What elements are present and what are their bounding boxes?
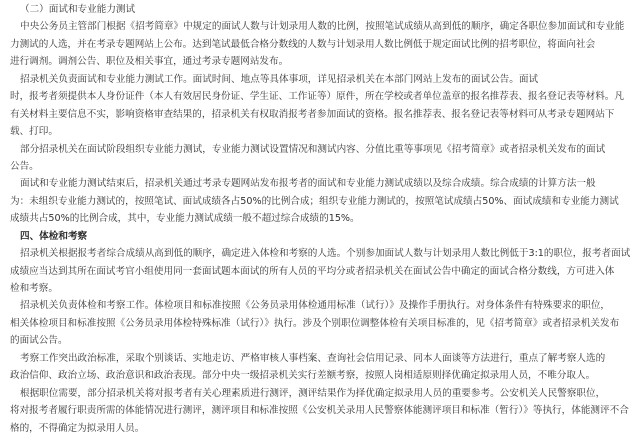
paragraph-line: 的面试公告。: [10, 335, 68, 347]
paragraph-line: 有关材料主要信息不实，影响资格审查结果的，招录机关有权取消报考者参加面试的资格。报名推荐表、报名登记表等材料可从考录专题网站下: [10, 108, 615, 120]
paragraph-line: 考察工作突出政治标准，采取个别谈话、实地走访、严格审核人事档案、查询社会信用记录、同本人面谈等方法进行，重点了解考察人选的: [20, 352, 606, 364]
paragraph-line: 载、打印。: [10, 126, 58, 138]
paragraph-line: 力测试的人选，并在考录专题网站上公布。达到笔试最低合格分数线的人数与计划录用人数比例低于规定面试比例的招考职位，将面向社会: [10, 38, 596, 50]
paragraph-line: 政治信仰、政治立场、政治意识和政治表现。部分中央一级招录机关实行差额考察，按照人岗相适原则择优确定拟录用人员，不唯分取人。: [10, 370, 596, 382]
paragraph-line: 公告。: [10, 160, 39, 172]
paragraph-line: 格的，不得确定为拟录用人员。: [10, 422, 145, 434]
paragraph-line: 招录机关负责面试和专业能力测试工作。面试时间、地点等具体事项，详见招录机关在本部门网站上发布的面试公告。面试: [20, 73, 539, 85]
paragraph-line: 相关体检项目和标准按照《公务员录用体检特殊标准（试行）》执行。涉及个别职位调整体检有关项目标准的，见《招考简章》或者招录机关发布: [10, 317, 620, 329]
paragraph-line: 面试和专业能力测试结束后，招录机关通过考录专题网站发布报考者的面试和专业能力测试成绩以及综合成绩。综合成绩的计算方法一般: [20, 178, 596, 190]
paragraph-line: 检和考察。: [10, 283, 58, 294]
paragraph-line: 将对报考者履行职责所需的体能情况进行测评，测评项目和标准按照《公安机关录用人民警察体能测评项目和标准（暂行）》等执行，体能测评不合: [10, 405, 629, 417]
paragraph-line: 中央公务员主管部门根据《招考简章》中规定的面试人数与计划录用人数的比例，按照笔试成绩从高到低的顺序，确定各职位参加面试和专业能: [20, 21, 625, 33]
paragraph-line: 为：未组织专业能力测试的，按照笔试、面试成绩各占50%的比例合成；组织专业能力测试的，按照笔试成绩占50%、面试成绩和专业能力测试: [10, 195, 619, 207]
paragraph-line: 成绩应当达到其所在面试考官小组使用同一套面试题本面试的所有人员的平均分或者招录机关在面试公告中确定的面试合格分数线，方可进入体: [10, 265, 615, 277]
paragraph-line: 进行调剂。调剂公告、职位及相关事宜，通过考录专题网站发布。: [10, 56, 289, 68]
paragraph-line: 根据职位需要，部分招录机关将对报考者有关心理素质进行测评，测评结果作为择优确定拟录用人员的重要参考。公安机关人民警察职位，: [20, 387, 606, 399]
paragraph-line: 部分招录机关在面试阶段组织专业能力测试，专业能力测试设置情况和测试内容、分值比重等事项见《招考简章》或者招录机关发布的面试: [20, 143, 606, 155]
paragraph-line: 招录机关根据报考者综合成绩从高到低的顺序，确定进入体检和考察的人选。个别参加面试人数与计划录用人数比例低于3:1的职位，报考者面试: [20, 248, 631, 260]
section-heading-physical-exam: 四、体检和考察: [20, 230, 88, 242]
paragraph-line: 时，报考者须提供本人身份证件（本人有效居民身份证、学生证、工作证等）原件，所在学校或者单位盖章的报名推荐表、报名登记表等材料。凡: [10, 91, 624, 103]
paragraph-line: 成绩共占50%的比例合成，其中，专业能力测试成绩一般不超过综合成绩的15%。: [10, 213, 360, 225]
paragraph-line: 招录机关负责体检和考察工作。体检项目和标准按照《公务员录用体检通用标准（试行）》及操作手册执行。对身体条件有特殊要求的职位，: [20, 300, 611, 312]
section-heading-interview: （二）面试和专业能力测试: [20, 4, 136, 15]
